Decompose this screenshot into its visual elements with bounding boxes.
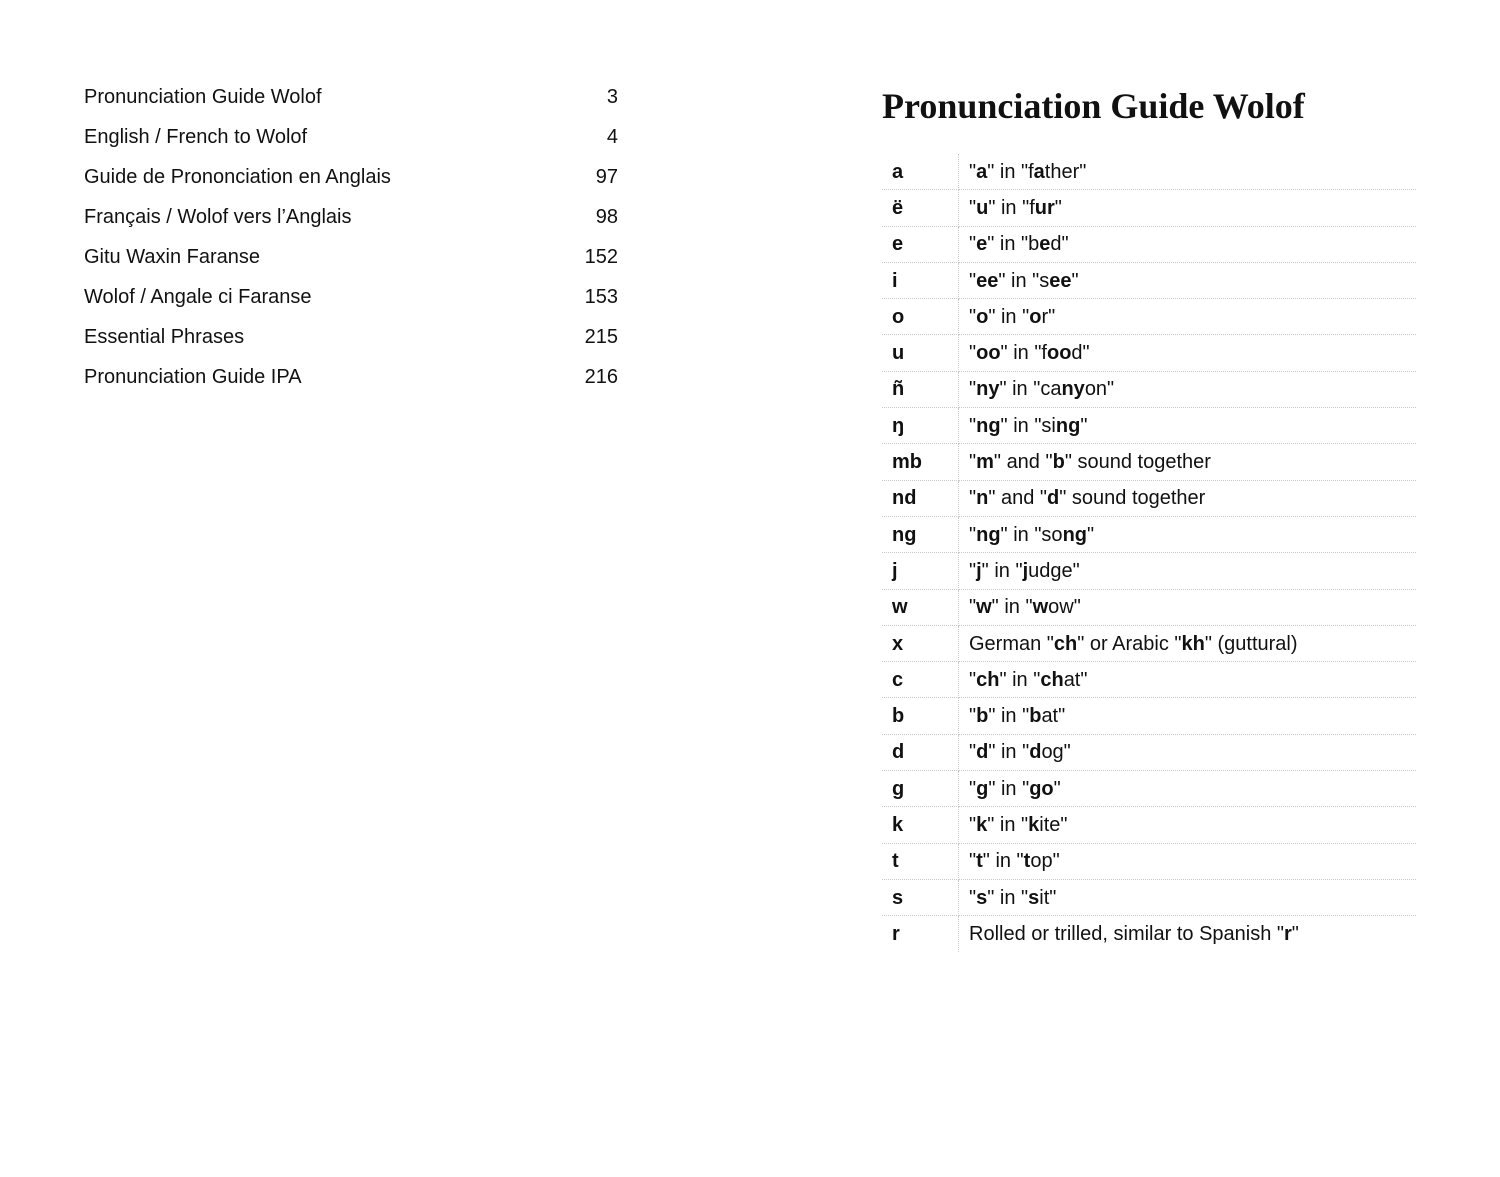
- highlighted-sound: ng: [976, 523, 1001, 546]
- description-text: ": [969, 813, 977, 836]
- table-row: [882, 843, 1416, 879]
- highlighted-sound: j: [976, 559, 982, 582]
- highlighted-sound: ny: [1061, 378, 1085, 401]
- description-text: ": [969, 596, 977, 619]
- highlighted-sound: ng: [1062, 523, 1087, 546]
- pronunciation-description: [959, 916, 1417, 952]
- toc-entry-page-number: 3: [606, 86, 618, 108]
- pronunciation-table: [882, 154, 1416, 952]
- description-text: op": [1030, 850, 1060, 873]
- highlighted-sound: a: [1033, 160, 1045, 183]
- highlighted-sound: s: [1028, 886, 1040, 909]
- highlighted-sound: o: [1029, 305, 1042, 328]
- table-row: [882, 154, 1416, 190]
- description-text: ": [1054, 196, 1062, 219]
- highlighted-sound: e: [1039, 233, 1051, 256]
- wolof-letter: r: [882, 916, 959, 952]
- wolof-letter: g: [882, 771, 959, 807]
- toc-entry-title: Gitu Waxin Faranse: [84, 246, 260, 268]
- highlighted-sound: ee: [976, 269, 999, 292]
- description-text: ": [969, 559, 977, 582]
- highlighted-sound: ch: [976, 668, 1000, 691]
- description-text: ": [969, 378, 977, 401]
- description-text: Rolled or trilled, similar to Spanish ": [969, 922, 1284, 945]
- wolof-letter: c: [882, 662, 959, 698]
- description-text: " in ": [991, 596, 1033, 619]
- description-text: " in "f: [987, 160, 1034, 183]
- description-text: ": [969, 668, 977, 691]
- pronunciation-description: [959, 662, 1417, 698]
- pronunciation-description: [959, 843, 1417, 879]
- description-text: at": [1063, 668, 1088, 691]
- table-row: [882, 734, 1416, 770]
- table-row: [882, 516, 1416, 552]
- wolof-letter: a: [882, 154, 959, 190]
- pronunciation-description: [959, 879, 1417, 915]
- wolof-letter: t: [882, 843, 959, 879]
- table-row: [882, 299, 1416, 335]
- description-text: ite": [1039, 813, 1068, 836]
- description-text: " in ": [981, 559, 1023, 582]
- highlighted-sound: ur: [1034, 196, 1055, 219]
- highlighted-sound: d: [976, 741, 989, 764]
- highlighted-sound: n: [976, 487, 989, 510]
- description-text: ": [969, 850, 977, 873]
- highlighted-sound: oo: [1046, 342, 1072, 365]
- highlighted-sound: b: [1029, 705, 1042, 728]
- pronunciation-description: [959, 698, 1417, 734]
- pronunciation-description: [959, 335, 1417, 371]
- description-text: ": [1080, 414, 1088, 437]
- wolof-letter: ñ: [882, 371, 959, 407]
- highlighted-sound: a: [976, 160, 988, 183]
- toc-entry-page-number: 215: [584, 326, 618, 348]
- description-text: ": [969, 886, 977, 909]
- description-text: ": [969, 414, 977, 437]
- description-text: " sound together: [1064, 451, 1211, 474]
- description-text: " in ": [987, 813, 1029, 836]
- description-text: " (guttural): [1204, 632, 1298, 655]
- description-text: ther": [1044, 160, 1087, 183]
- description-text: " and ": [988, 487, 1048, 510]
- toc-entry-title: Essential Phrases: [84, 326, 245, 348]
- highlighted-sound: g: [976, 777, 989, 800]
- description-text: ": [969, 305, 977, 328]
- table-row: [882, 480, 1416, 516]
- description-text: it": [1039, 886, 1057, 909]
- description-text: ": [969, 160, 977, 183]
- toc-entry[interactable]: [84, 202, 618, 242]
- description-text: at": [1041, 705, 1066, 728]
- table-row: [882, 771, 1416, 807]
- toc-entry[interactable]: [84, 122, 618, 162]
- description-text: ": [969, 269, 977, 292]
- description-text: " in ": [987, 886, 1029, 909]
- table-row: [882, 879, 1416, 915]
- highlighted-sound: k: [1028, 813, 1040, 836]
- pronunciation-description: [959, 408, 1417, 444]
- wolof-letter: d: [882, 734, 959, 770]
- table-row: [882, 444, 1416, 480]
- highlighted-sound: d: [1029, 741, 1042, 764]
- table-row: [882, 807, 1416, 843]
- description-text: " in "b: [987, 233, 1040, 256]
- description-text: ": [969, 777, 977, 800]
- wolof-letter: x: [882, 625, 959, 661]
- wolof-letter: j: [882, 553, 959, 589]
- description-text: d": [1050, 233, 1069, 256]
- toc-entry[interactable]: [84, 82, 618, 122]
- pronunciation-description: [959, 299, 1417, 335]
- description-text: " sound together: [1059, 487, 1206, 510]
- table-row: [882, 226, 1416, 262]
- wolof-letter: ng: [882, 516, 959, 552]
- description-text: " in ": [988, 305, 1030, 328]
- description-text: ": [1291, 922, 1299, 945]
- description-text: ": [969, 741, 977, 764]
- description-text: udge": [1028, 559, 1080, 582]
- description-text: " and ": [993, 451, 1053, 474]
- toc-entry-title: Pronunciation Guide Wolof: [84, 86, 322, 108]
- description-text: " in "f: [988, 196, 1035, 219]
- highlighted-sound: go: [1029, 777, 1054, 800]
- description-text: ": [1087, 523, 1095, 546]
- highlighted-sound: ee: [1049, 269, 1072, 292]
- table-row: [882, 262, 1416, 298]
- table-row: [882, 662, 1416, 698]
- toc-entry-title: Wolof / Angale ci Faranse: [84, 286, 312, 308]
- description-text: " in "si: [1000, 414, 1056, 437]
- highlighted-sound: ch: [1040, 668, 1064, 691]
- highlighted-sound: b: [976, 705, 989, 728]
- wolof-letter: s: [882, 879, 959, 915]
- table-row: [882, 408, 1416, 444]
- pronunciation-description: [959, 589, 1417, 625]
- pronunciation-guide: [882, 82, 1416, 952]
- description-text: on": [1084, 378, 1115, 401]
- highlighted-sound: w: [1032, 596, 1049, 619]
- wolof-letter: e: [882, 226, 959, 262]
- highlighted-sound: ng: [976, 414, 1001, 437]
- toc-entry-title: Pronunciation Guide IPA: [84, 366, 302, 388]
- wolof-letter: i: [882, 262, 959, 298]
- toc-entry-title: Guide de Prononciation en Anglais: [84, 166, 391, 188]
- description-text: ": [969, 487, 977, 510]
- description-text: r": [1041, 305, 1056, 328]
- description-text: " in "ca: [999, 378, 1062, 401]
- description-text: ": [969, 233, 977, 256]
- toc-entry[interactable]: [84, 362, 618, 402]
- highlighted-sound: t: [976, 850, 983, 873]
- pronunciation-description: [959, 444, 1417, 480]
- wolof-letter: ë: [882, 190, 959, 226]
- toc-entry-page-number: 97: [595, 166, 618, 188]
- description-text: d": [1071, 342, 1090, 365]
- description-text: ": [969, 342, 977, 365]
- highlighted-sound: d: [1047, 487, 1060, 510]
- toc-entry[interactable]: [84, 282, 618, 322]
- pronunciation-description: [959, 625, 1417, 661]
- description-text: " or Arabic ": [1077, 632, 1182, 655]
- table-row: [882, 190, 1416, 226]
- description-text: " in "f: [1000, 342, 1047, 365]
- highlighted-sound: ng: [1055, 414, 1081, 437]
- pronunciation-description: [959, 807, 1417, 843]
- description-text: German ": [969, 632, 1054, 655]
- toc-entry-title: Français / Wolof vers l’Anglais: [84, 206, 352, 228]
- toc-entry-page-number: 98: [595, 206, 618, 228]
- description-text: " in ": [982, 850, 1024, 873]
- highlighted-sound: ch: [1053, 632, 1078, 655]
- toc-entry[interactable]: [84, 322, 618, 362]
- description-text: " in "so: [1000, 523, 1063, 546]
- highlighted-sound: s: [976, 886, 988, 909]
- highlighted-sound: m: [976, 451, 994, 474]
- pronunciation-description: [959, 226, 1417, 262]
- wolof-letter: k: [882, 807, 959, 843]
- toc-entry[interactable]: [84, 242, 618, 282]
- highlighted-sound: o: [976, 305, 989, 328]
- description-text: " in ": [988, 777, 1030, 800]
- description-text: " in ": [988, 741, 1030, 764]
- highlighted-sound: t: [1023, 850, 1031, 873]
- highlighted-sound: e: [976, 233, 988, 256]
- page-title: Pronunciation Guide Wolof: [882, 86, 1305, 126]
- wolof-letter: w: [882, 589, 959, 625]
- description-text: ": [969, 705, 977, 728]
- description-text: " in "s: [998, 269, 1050, 292]
- wolof-letter: b: [882, 698, 959, 734]
- pronunciation-description: [959, 771, 1417, 807]
- table-row: [882, 553, 1416, 589]
- toc-entry-title: English / French to Wolof: [84, 126, 308, 148]
- highlighted-sound: oo: [976, 342, 1001, 365]
- highlighted-sound: k: [976, 813, 988, 836]
- toc-entry-page-number: 216: [584, 366, 618, 388]
- description-text: ": [1071, 269, 1079, 292]
- pronunciation-description: [959, 516, 1417, 552]
- description-text: ": [969, 196, 977, 219]
- wolof-letter: nd: [882, 480, 959, 516]
- highlighted-sound: ny: [976, 378, 1000, 401]
- toc-entry-page-number: 152: [584, 246, 618, 268]
- wolof-letter: o: [882, 299, 959, 335]
- wolof-letter: mb: [882, 444, 959, 480]
- table-row: [882, 625, 1416, 661]
- wolof-letter: u: [882, 335, 959, 371]
- table-row: [882, 916, 1416, 952]
- table-row: [882, 335, 1416, 371]
- pronunciation-description: [959, 262, 1417, 298]
- pronunciation-description: [959, 190, 1417, 226]
- description-text: ": [969, 451, 977, 474]
- description-text: ow": [1048, 596, 1081, 619]
- pronunciation-description: [959, 480, 1417, 516]
- highlighted-sound: b: [1052, 451, 1065, 474]
- description-text: ": [1053, 777, 1061, 800]
- description-text: " in ": [988, 705, 1030, 728]
- description-text: " in ": [999, 668, 1041, 691]
- pronunciation-description: [959, 553, 1417, 589]
- highlighted-sound: u: [976, 196, 989, 219]
- table-of-contents: [84, 82, 618, 402]
- highlighted-sound: w: [976, 596, 992, 619]
- pronunciation-description: [959, 734, 1417, 770]
- table-row: [882, 371, 1416, 407]
- table-row: [882, 589, 1416, 625]
- wolof-letter: ŋ: [882, 408, 959, 444]
- description-text: ": [969, 523, 977, 546]
- description-text: og": [1041, 741, 1071, 764]
- toc-entry-page-number: 153: [584, 286, 618, 308]
- toc-entry[interactable]: [84, 162, 618, 202]
- toc-entry-page-number: 4: [606, 126, 618, 148]
- highlighted-sound: r: [1284, 922, 1292, 945]
- pronunciation-description: [959, 371, 1417, 407]
- table-row: [882, 698, 1416, 734]
- highlighted-sound: j: [1022, 559, 1029, 582]
- pronunciation-description: [959, 154, 1417, 190]
- highlighted-sound: kh: [1181, 632, 1205, 655]
